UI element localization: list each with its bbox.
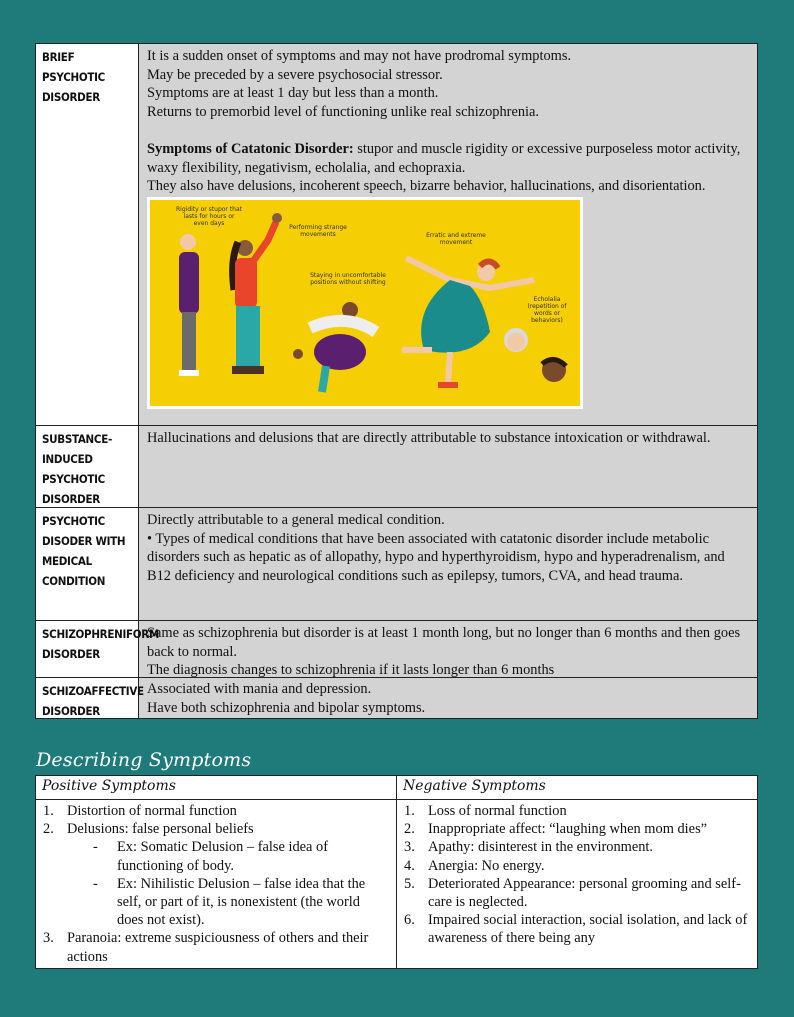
text-line: It is a sudden onset of symptoms and may not have prodromal symptoms.	[147, 48, 572, 64]
table-row	[36, 620, 757, 677]
caption-strange-movements: Performing strange movements	[289, 223, 347, 238]
list-item	[404, 838, 749, 856]
text-line: Have both schizophrenia and bipolar symptoms.	[147, 699, 426, 716]
list-item	[404, 875, 749, 911]
row-label: SCHIZOAFFECTIVE DISORDER	[36, 678, 139, 718]
item-number: 4.	[404, 857, 415, 874]
item-text: Impaired social interaction, social isolation, and lack of awareness of there being any	[428, 912, 748, 947]
table-row	[36, 44, 757, 425]
text-line: • Types of medical conditions that have been associated with catatonic disorder include metabolic disorders such as hepatic as of allopathy, hypo and hyperthyroidism, hypo and hyperadrenalism, and B12 deficiency and neurological conditions such as epilepsy, tumors, CVA, and head trauma.	[147, 530, 725, 584]
catatonic-illustration	[147, 197, 583, 409]
caption-rigidity: Rigidity or stupor that lasts for hours or even days	[176, 205, 242, 227]
row-content	[139, 678, 757, 718]
row-content	[139, 44, 757, 425]
disorders-table	[35, 43, 758, 719]
item-number: 3.	[43, 930, 54, 947]
item-number: 6.	[404, 912, 415, 929]
item-text: Loss of normal function	[428, 803, 567, 819]
caption-erratic-movement: Erratic and extreme movement	[426, 231, 486, 246]
text-line: Symptoms are at least 1 day but less than a month.	[147, 85, 439, 102]
symptoms-table	[35, 775, 758, 969]
catatonic-paragraph	[147, 140, 749, 177]
caption-uncomfortable-positions: Staying in uncomfortable positions without shifting	[310, 271, 386, 286]
list-item	[404, 857, 749, 875]
text-line: The diagnosis changes to schizophrenia if it lasts longer than 6 months	[147, 662, 555, 679]
sub-item: - Ex: Nihilistic Delusion – false idea that the self, or part of it, is nonexistent (the world does not exist).	[43, 875, 388, 930]
row-label: BRIEF PSYCHOTIC DISORDER	[36, 44, 139, 425]
list-item	[404, 820, 749, 838]
item-number: 1.	[404, 803, 415, 819]
item-number: 5.	[404, 875, 415, 892]
row-label: PSYCHOTIC DISODER WITH MEDICAL CONDITION	[36, 508, 139, 620]
text-line: Returns to premorbid level of functioning unlike real schizophrenia.	[147, 103, 540, 120]
item-number: 1.	[43, 803, 54, 819]
text-line: Associated with mania and depression.	[147, 681, 372, 697]
caption-echolalia: Echolalia (repetition of words or behaviors)	[527, 295, 567, 324]
item-text: Inappropriate affect: “laughing when mom dies”	[428, 821, 708, 838]
negative-column	[396, 776, 757, 968]
catatonic-text: stupor and muscle rigidity or excessive purposeless motor activity, waxy flexibility, negativism, echolalia, and echopraxia.	[147, 140, 741, 176]
text-line: They also have delusions, incoherent speech, bizarre behavior, hallucinations, and disorientation.	[147, 178, 706, 195]
section-title: Describing Symptoms	[36, 749, 252, 771]
table-row	[36, 677, 757, 718]
row-label: SCHIZOPHRENIFORM DISORDER	[36, 621, 139, 677]
list-item	[43, 820, 388, 838]
list-item	[404, 911, 749, 947]
sub-item: - Ex: Somatic Delusion – false idea of functioning of body.	[43, 838, 388, 874]
item-text: Paranoia: extreme suspiciousness of others and their actions	[67, 930, 369, 965]
row-content	[139, 426, 757, 507]
text-line: Same as schizophrenia but disorder is at least 1 month long, but no longer than 6 months and then goes back to normal.	[147, 625, 741, 660]
item-number: 2.	[404, 821, 415, 838]
positive-column	[36, 776, 396, 968]
item-text: Deteriorated Appearance: personal grooming and self-care is neglected.	[428, 875, 741, 911]
row-label: SUBSTANCE-INDUCED PSYCHOTIC DISORDER	[36, 426, 139, 507]
list-item	[43, 929, 388, 965]
item-text: Distortion of normal function	[67, 803, 237, 819]
item-number: 3.	[404, 839, 415, 856]
item-text: Apathy: disinterest in the environment.	[428, 839, 654, 856]
sub-item-text: Ex: Nihilistic Delusion – false idea that the self, or part of it, is nonexistent (the world does not exist).	[117, 875, 366, 929]
negative-heading: Negative Symptoms	[397, 776, 757, 800]
item-number: 2.	[43, 821, 54, 838]
text-line: Directly attributable to a general medical condition.	[147, 512, 445, 528]
item-text: Delusions: false personal beliefs	[67, 821, 254, 838]
list-item	[404, 802, 749, 820]
negative-list	[397, 800, 757, 948]
item-text: Anergia: No energy.	[428, 857, 545, 874]
sub-item-text: Ex: Somatic Delusion – false idea of functioning of body.	[117, 839, 329, 874]
table-row	[36, 425, 757, 507]
catatonic-figures-graphic	[150, 200, 580, 406]
catatonic-heading: Symptoms of Catatonic Disorder:	[147, 140, 354, 157]
table-row	[36, 507, 757, 620]
row-content	[139, 621, 757, 677]
row-content	[139, 508, 757, 620]
text-line: Hallucinations and delusions that are directly attributable to substance intoxication or withdrawal.	[147, 430, 711, 446]
positive-heading: Positive Symptoms	[36, 776, 396, 800]
positive-list	[36, 800, 396, 966]
text-line: May be preceded by a severe psychosocial stressor.	[147, 66, 443, 83]
list-item	[43, 802, 388, 820]
